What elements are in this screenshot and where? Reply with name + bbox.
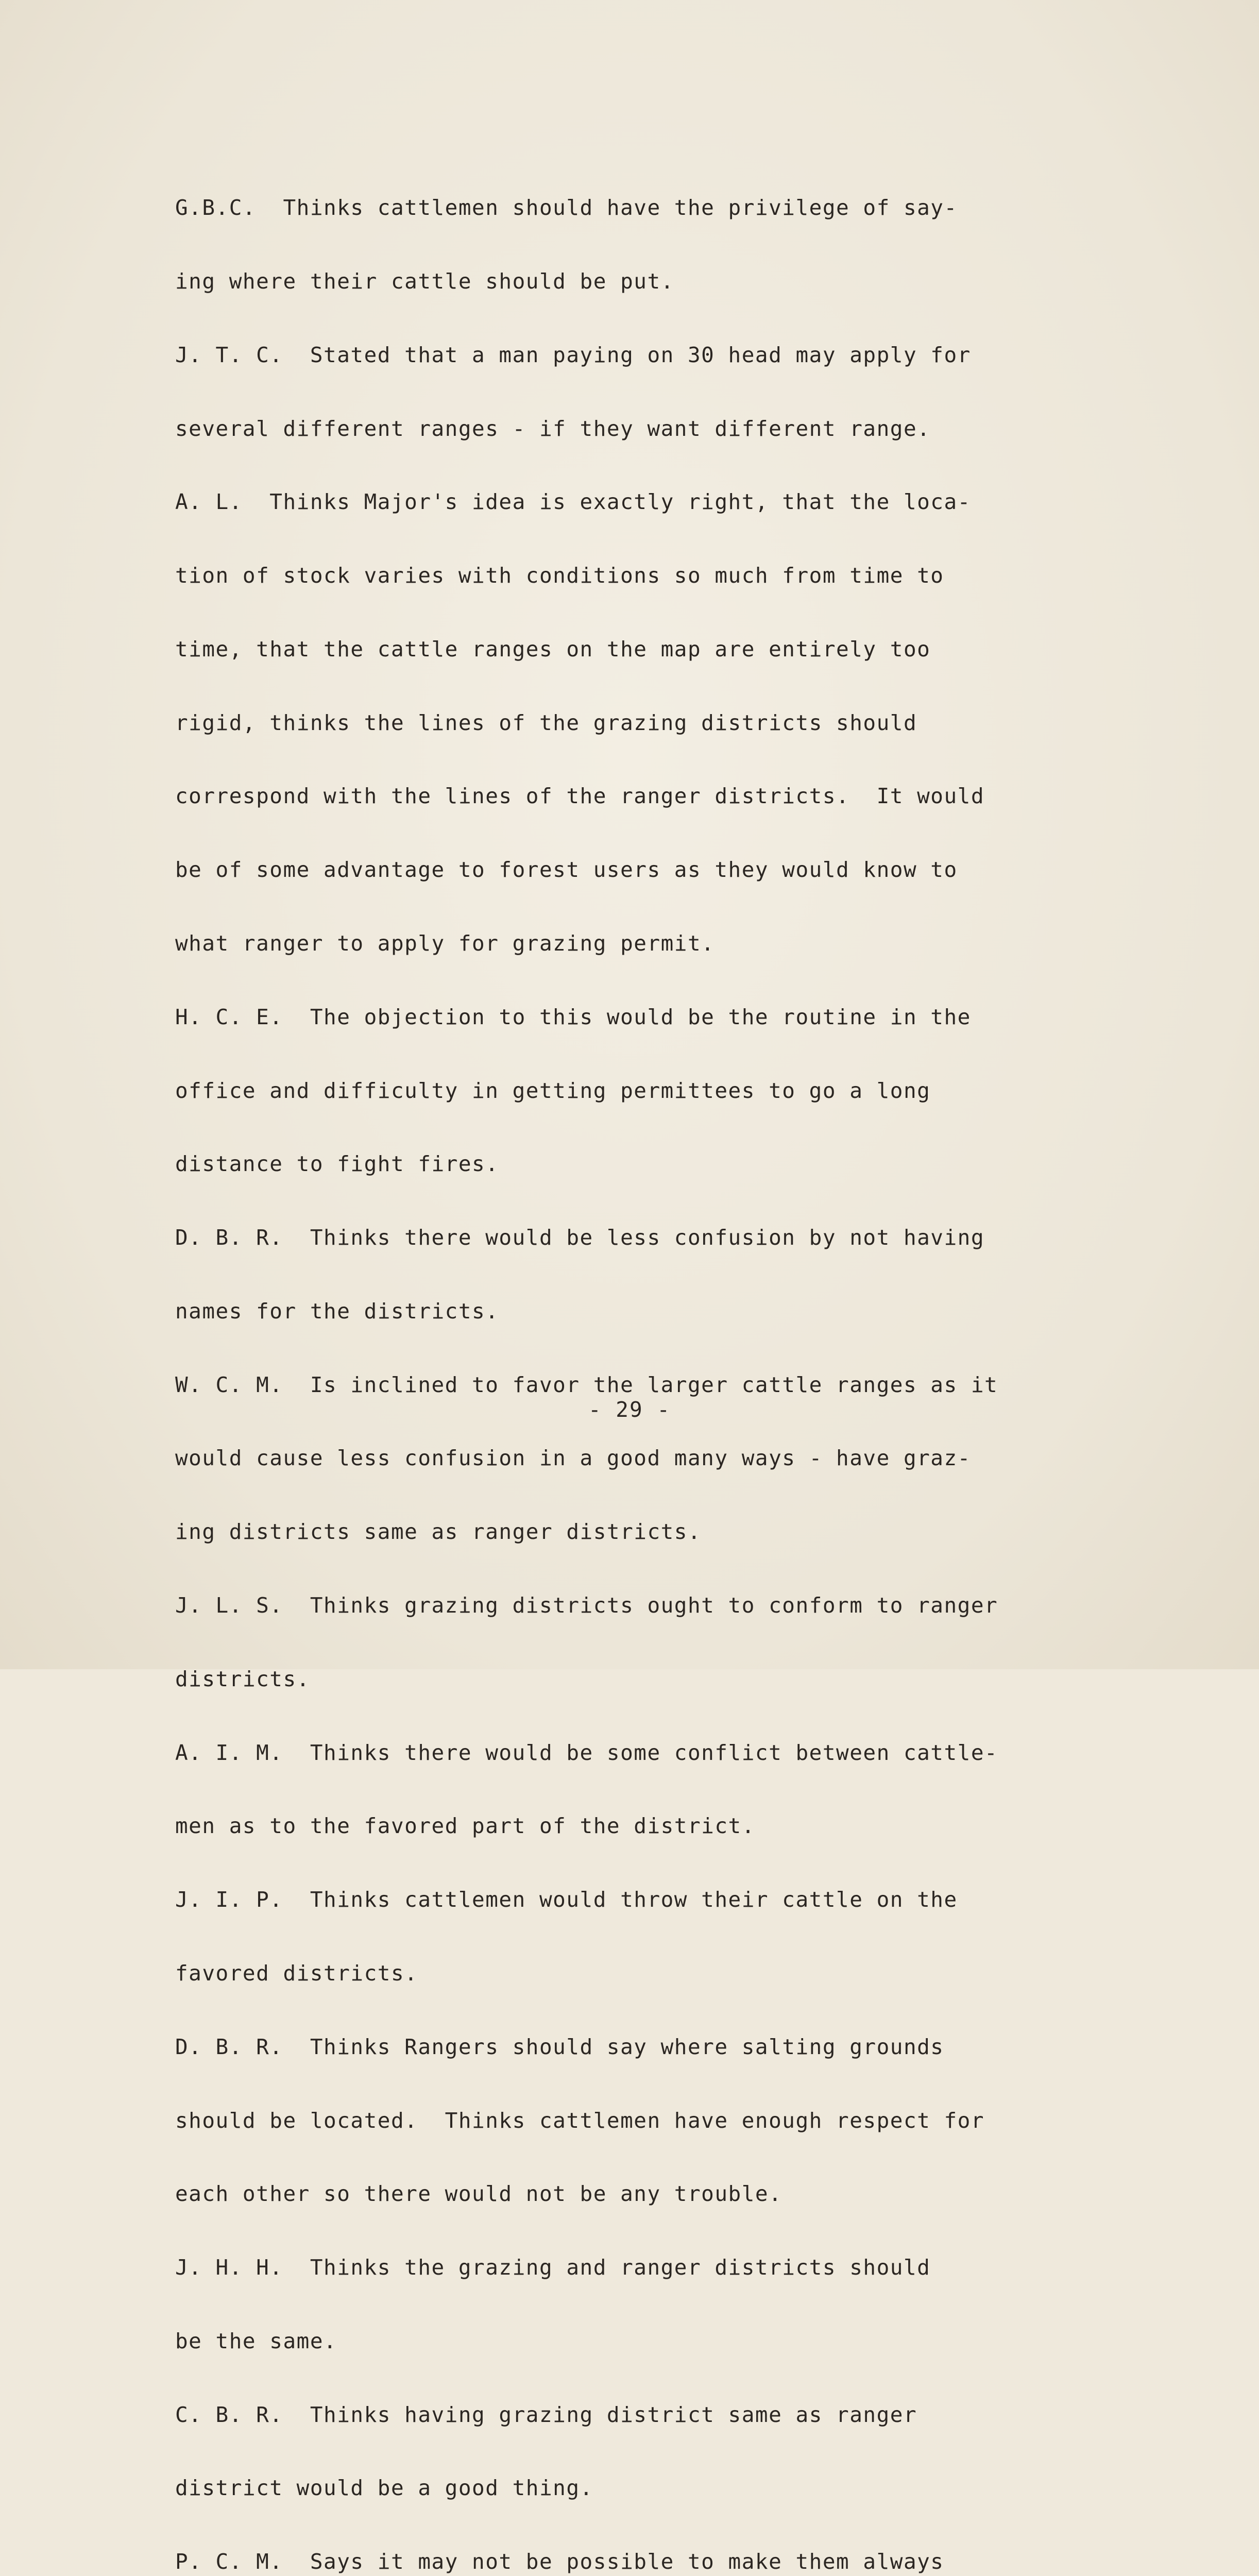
text-line: favored districts.: [175, 1960, 418, 1986]
text-line: several different ranges - if they want different range.: [175, 416, 931, 441]
text-line: D. B. R. Thinks there would be less confusion by not having: [175, 1225, 985, 1250]
text-line: be the same.: [175, 2328, 337, 2353]
text-line: should be located. Thinks cattlemen have enough respect for: [175, 2108, 985, 2133]
text-line: men as to the favored part of the district.: [175, 1814, 755, 1839]
text-line: D. B. R. Thinks Rangers should say where salting grounds: [175, 2034, 944, 2059]
text-line: J. L. S. Thinks grazing districts ought to conform to ranger: [175, 1593, 998, 1618]
text-line: districts.: [175, 1666, 310, 1691]
typed-text-body: [175, 147, 1144, 2576]
text-line: G.B.C. Thinks cattlemen should have the privilege of say-: [175, 195, 958, 221]
text-line: A. L. Thinks Major's idea is exactly right, that the loca-: [175, 489, 971, 515]
text-line: C. B. R. Thinks having grazing district same as ranger: [175, 2402, 917, 2427]
text-line: each other so there would not be any trouble.: [175, 2181, 782, 2207]
text-line: names for the districts.: [175, 1298, 499, 1324]
text-line: ing where their cattle should be put.: [175, 268, 674, 294]
text-line: be of some advantage to forest users as they would know to: [175, 857, 958, 883]
text-line: H. C. E. The objection to this would be the routine in the: [175, 1004, 971, 1029]
text-line: tion of stock varies with conditions so much from time to: [175, 563, 944, 588]
text-line: district would be a good thing.: [175, 2476, 593, 2501]
text-line: P. C. M. Says it may not be possible to make them always: [175, 2549, 944, 2574]
text-line: J. H. H. Thinks the grazing and ranger districts should: [175, 2255, 931, 2280]
text-line: distance to fight fires.: [175, 1151, 499, 1177]
text-line: rigid, thinks the lines of the grazing districts should: [175, 710, 917, 735]
text-line: J. T. C. Stated that a man paying on 30 head may apply for: [175, 342, 971, 367]
text-line: correspond with the lines of the ranger districts. It would: [175, 784, 985, 809]
text-line: J. I. P. Thinks cattlemen would throw their cattle on the: [175, 1887, 958, 1912]
text-line: ing districts same as ranger districts.: [175, 1519, 702, 1545]
text-line: time, that the cattle ranges on the map are entirely too: [175, 636, 931, 662]
text-line: W. C. M. Is inclined to favor the larger cattle ranges as it: [175, 1372, 998, 1397]
text-line: would cause less confusion in a good many ways - have graz-: [175, 1446, 971, 1471]
text-line: what ranger to apply for grazing permit.: [175, 931, 715, 956]
text-line: office and difficulty in getting permittees to go a long: [175, 1078, 931, 1103]
text-line: A. I. M. Thinks there would be some conflict between cattle-: [175, 1740, 998, 1765]
page-number: - 29 -: [588, 1397, 671, 1422]
